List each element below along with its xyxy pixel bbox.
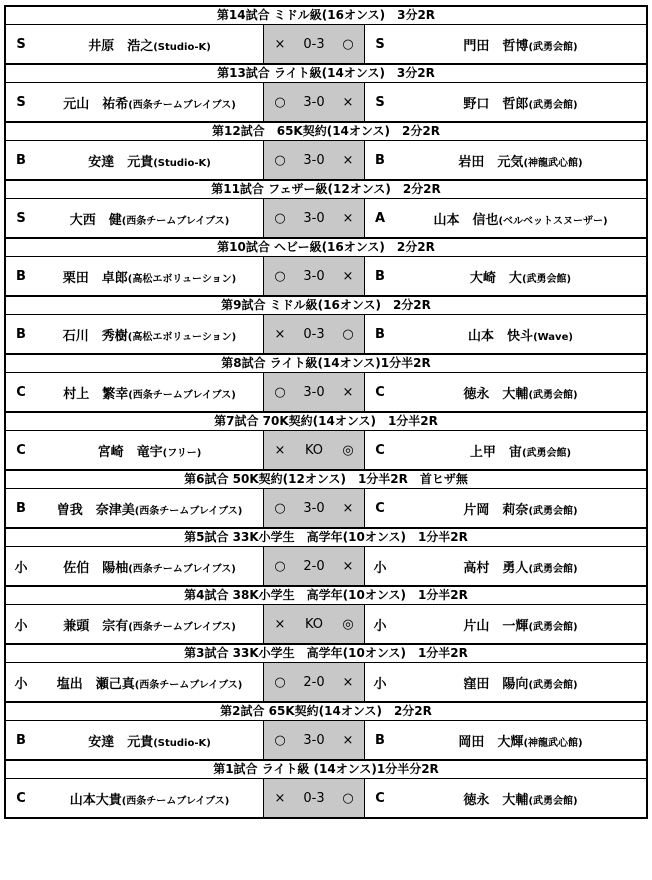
right-class: B xyxy=(375,326,385,342)
bout xyxy=(4,585,648,643)
result-cell xyxy=(263,373,365,411)
bout xyxy=(4,353,648,411)
right-name: 門田 哲博 xyxy=(463,38,529,54)
right-name-block xyxy=(395,267,646,286)
result-cell xyxy=(263,663,365,701)
right-gym: (神龍武心館) xyxy=(523,157,583,169)
left-gym: (西条チームブレイブス) xyxy=(128,563,236,575)
bout xyxy=(4,63,648,121)
left-class: B xyxy=(16,326,26,342)
left-gym: (高松エボリューション) xyxy=(127,273,237,285)
left-class: B xyxy=(16,500,26,516)
left-fighter xyxy=(6,373,263,411)
bout-row xyxy=(6,489,646,527)
right-fighter xyxy=(365,431,646,469)
left-class: C xyxy=(16,442,26,458)
right-fighter xyxy=(365,373,646,411)
right-mark: ○ xyxy=(342,790,354,806)
right-fighter xyxy=(365,83,646,121)
right-gym: (神龍武心館) xyxy=(523,737,583,749)
bout xyxy=(4,295,648,353)
left-name: 山本大貴 xyxy=(69,792,122,808)
bout-row xyxy=(6,547,646,585)
right-class: A xyxy=(374,210,386,226)
left-class: 小 xyxy=(14,560,28,576)
left-class: C xyxy=(16,790,26,806)
bout-row xyxy=(6,257,646,295)
left-class: B xyxy=(16,152,26,168)
left-mark: × xyxy=(274,326,286,342)
right-gym: (ベルベットスヌーザー) xyxy=(498,215,608,227)
left-name-block xyxy=(36,731,263,750)
bout-title: 第14試合 ミドル級(16オンス) 3分2R xyxy=(6,5,646,25)
score: 3-0 xyxy=(303,152,325,168)
score: KO xyxy=(304,616,324,632)
left-name-block xyxy=(36,267,263,286)
left-mark: ○ xyxy=(274,558,286,574)
right-fighter xyxy=(365,547,646,585)
right-fighter xyxy=(365,721,646,759)
score: 3-0 xyxy=(303,94,325,110)
right-class: C xyxy=(375,442,385,458)
right-gym: (Wave) xyxy=(533,331,573,343)
left-fighter xyxy=(6,489,263,527)
bout xyxy=(4,701,648,759)
bout xyxy=(4,121,648,179)
score: 3-0 xyxy=(303,384,325,400)
bout-title: 第12試合 65K契約(14オンス) 2分2R xyxy=(6,121,646,141)
left-name: 安達 元貴 xyxy=(88,734,154,750)
right-fighter xyxy=(365,25,646,63)
left-name: 塩出 瀬己真 xyxy=(56,676,135,692)
result-cell xyxy=(263,315,365,353)
left-name-block xyxy=(36,151,263,170)
right-name: 徳永 大輔 xyxy=(463,792,529,808)
bout-title: 第3試合 33K小学生 高学年(10オンス) 1分半2R xyxy=(6,643,646,663)
bout xyxy=(4,411,648,469)
left-name: 佐伯 陽柚 xyxy=(63,560,129,576)
left-fighter xyxy=(6,199,263,237)
right-name: 岡田 大輝 xyxy=(458,734,524,750)
left-class: B xyxy=(16,268,26,284)
right-class: S xyxy=(375,36,385,52)
right-name: 片山 一輝 xyxy=(463,618,529,634)
right-mark: ◎ xyxy=(342,442,354,458)
score: 0-3 xyxy=(303,326,325,342)
left-name-block xyxy=(36,35,263,54)
result-cell xyxy=(263,83,365,121)
result-cell xyxy=(263,605,365,643)
left-gym: (Studio-K) xyxy=(153,41,211,53)
right-name: 徳永 大輔 xyxy=(463,386,529,402)
right-class: B xyxy=(375,152,385,168)
left-name: 宮崎 竜宇 xyxy=(97,444,163,460)
left-name: 井原 浩之 xyxy=(88,38,154,54)
right-name-block xyxy=(395,789,646,808)
right-fighter xyxy=(365,199,646,237)
bout-row xyxy=(6,315,646,353)
right-fighter xyxy=(365,315,646,353)
left-name-block xyxy=(36,499,263,518)
left-class: 小 xyxy=(14,618,28,634)
right-fighter xyxy=(365,141,646,179)
left-fighter xyxy=(6,25,263,63)
left-gym: (西条チームブレイブス) xyxy=(134,505,243,517)
right-name-block xyxy=(395,35,646,54)
right-name: 山本 快斗 xyxy=(468,328,534,344)
left-name-block xyxy=(36,673,263,692)
right-gym: (武勇会館) xyxy=(521,273,572,285)
right-name: 大崎 大 xyxy=(469,270,522,286)
left-gym: (フリー) xyxy=(162,447,202,459)
bout-title: 第7試合 70K契約(14オンス) 1分半2R xyxy=(6,411,646,431)
right-class: B xyxy=(375,268,385,284)
bout-title: 第10試合 ヘビー級(16オンス) 2分2R xyxy=(6,237,646,257)
right-class: C xyxy=(375,790,385,806)
left-name: 曽我 奈津美 xyxy=(56,502,135,518)
left-mark: ○ xyxy=(274,94,286,110)
bout-row xyxy=(6,25,646,63)
bout-row xyxy=(6,141,646,179)
result-cell xyxy=(263,431,365,469)
right-name: 野口 哲郎 xyxy=(463,96,529,112)
right-class: B xyxy=(375,732,385,748)
left-class: C xyxy=(16,384,26,400)
right-gym: (武勇会館) xyxy=(528,389,578,401)
left-fighter xyxy=(6,257,263,295)
right-mark: × xyxy=(342,384,354,400)
score: 3-0 xyxy=(303,732,325,748)
left-fighter xyxy=(6,83,263,121)
right-mark: × xyxy=(342,210,354,226)
left-mark: ○ xyxy=(274,268,286,284)
left-mark: ○ xyxy=(274,674,286,690)
left-class: 小 xyxy=(14,676,28,692)
left-class: S xyxy=(16,36,26,52)
bout-row xyxy=(6,373,646,411)
left-gym: (西条チームブレイブス) xyxy=(128,99,236,111)
bout-title: 第2試合 65K契約(14オンス) 2分2R xyxy=(6,701,646,721)
right-gym: (武勇会館) xyxy=(528,563,578,575)
result-cell xyxy=(263,489,365,527)
score: 3-0 xyxy=(303,268,325,284)
bout xyxy=(4,643,648,701)
right-gym: (武勇会館) xyxy=(528,41,578,53)
right-name-block xyxy=(395,441,646,460)
result-cell xyxy=(263,721,365,759)
right-gym: (武勇会館) xyxy=(521,447,572,459)
right-name: 岩田 元気 xyxy=(458,154,524,170)
left-class: B xyxy=(16,732,26,748)
right-mark: × xyxy=(342,268,354,284)
right-mark: ◎ xyxy=(342,616,354,632)
right-name-block xyxy=(395,209,646,228)
result-cell xyxy=(263,547,365,585)
left-mark: ○ xyxy=(274,152,286,168)
right-name: 上甲 宙 xyxy=(469,444,522,460)
right-gym: (武勇会館) xyxy=(528,795,578,807)
left-mark: ○ xyxy=(274,732,286,748)
score: 2-0 xyxy=(303,674,325,690)
right-mark: × xyxy=(342,500,354,516)
left-name-block xyxy=(36,93,263,112)
right-class: 小 xyxy=(373,560,387,576)
bout-title: 第5試合 33K小学生 高学年(10オンス) 1分半2R xyxy=(6,527,646,547)
bout-title: 第4試合 38K小学生 高学年(10オンス) 1分半2R xyxy=(6,585,646,605)
score: 3-0 xyxy=(303,500,325,516)
right-name-block xyxy=(395,151,646,170)
bout xyxy=(4,237,648,295)
left-mark: × xyxy=(274,36,286,52)
left-gym: (Studio-K) xyxy=(153,737,211,749)
bout-title: 第11試合 フェザー級(12オンス) 2分2R xyxy=(6,179,646,199)
right-class: C xyxy=(375,384,385,400)
left-gym: (西条チームブレイブス) xyxy=(134,679,243,691)
right-name: 片岡 莉奈 xyxy=(463,502,529,518)
left-mark: ○ xyxy=(274,384,286,400)
bout-title: 第6試合 50K契約(12オンス) 1分半2R 首ヒザ無 xyxy=(6,469,646,489)
left-name: 安達 元貴 xyxy=(88,154,154,170)
right-name-block xyxy=(395,499,646,518)
right-fighter xyxy=(365,489,646,527)
result-cell xyxy=(263,25,365,63)
left-fighter xyxy=(6,663,263,701)
result-cell xyxy=(263,779,365,817)
left-name: 村上 繁幸 xyxy=(63,386,129,402)
score: 0-3 xyxy=(303,36,325,52)
left-fighter xyxy=(6,779,263,817)
right-gym: (武勇会館) xyxy=(528,99,578,111)
left-name-block xyxy=(36,441,263,460)
left-fighter xyxy=(6,721,263,759)
left-name: 石川 秀樹 xyxy=(62,328,128,344)
bout-row xyxy=(6,83,646,121)
right-name: 山本 信也 xyxy=(433,212,499,228)
right-mark: ○ xyxy=(342,36,354,52)
left-mark: × xyxy=(274,790,286,806)
left-gym: (西条チームブレイブス) xyxy=(121,215,230,227)
right-class: S xyxy=(375,94,385,110)
right-name-block xyxy=(395,731,646,750)
result-cell xyxy=(263,257,365,295)
right-class: 小 xyxy=(373,618,387,634)
bout-row xyxy=(6,779,646,817)
bout-row xyxy=(6,199,646,237)
left-fighter xyxy=(6,605,263,643)
score: 2-0 xyxy=(303,558,325,574)
right-fighter xyxy=(365,257,646,295)
right-name: 高村 勇人 xyxy=(463,560,529,576)
right-class: 小 xyxy=(373,676,387,692)
right-name: 窪田 陽向 xyxy=(463,676,529,692)
result-cell xyxy=(263,199,365,237)
left-mark: × xyxy=(274,442,286,458)
bout-title: 第1試合 ライト級 (14オンス)1分半分2R xyxy=(6,759,646,779)
bout-row xyxy=(6,431,646,469)
right-mark: × xyxy=(342,94,354,110)
left-name-block xyxy=(36,789,263,808)
score: 3-0 xyxy=(303,210,325,226)
right-class: C xyxy=(375,500,385,516)
bout xyxy=(4,527,648,585)
left-gym: (西条チームブレイブス) xyxy=(128,621,236,633)
right-name-block xyxy=(395,557,646,576)
right-fighter xyxy=(365,779,646,817)
left-mark: ○ xyxy=(274,210,286,226)
right-mark: × xyxy=(342,152,354,168)
result-cell xyxy=(263,141,365,179)
right-fighter xyxy=(365,663,646,701)
bout-title: 第9試合 ミドル級(16オンス) 2分2R xyxy=(6,295,646,315)
right-name-block xyxy=(395,325,646,344)
right-name-block xyxy=(395,673,646,692)
right-gym: (武勇会館) xyxy=(528,505,578,517)
bout-row xyxy=(6,721,646,759)
left-fighter xyxy=(6,547,263,585)
right-mark: × xyxy=(342,674,354,690)
left-fighter xyxy=(6,431,263,469)
bout xyxy=(4,179,648,237)
left-gym: (高松エボリューション) xyxy=(127,331,237,343)
right-mark: × xyxy=(342,732,354,748)
left-name-block xyxy=(36,325,263,344)
right-gym: (武勇会館) xyxy=(528,621,578,633)
right-name-block xyxy=(395,93,646,112)
left-name: 兼頭 宗有 xyxy=(63,618,129,634)
bout xyxy=(4,759,648,819)
left-name-block xyxy=(36,557,263,576)
left-gym: (Studio-K) xyxy=(153,157,211,169)
left-class: S xyxy=(16,94,26,110)
right-fighter xyxy=(365,605,646,643)
results-sheet xyxy=(4,5,648,819)
left-mark: × xyxy=(274,616,286,632)
left-class: S xyxy=(16,210,26,226)
bout-title: 第8試合 ライト級(14オンス)1分半2R xyxy=(6,353,646,373)
left-name: 大西 健 xyxy=(69,212,122,228)
bout xyxy=(4,5,648,63)
left-name-block xyxy=(36,209,263,228)
left-mark: ○ xyxy=(274,500,286,516)
left-gym: (西条チームブレイブス) xyxy=(121,795,230,807)
right-name-block xyxy=(395,383,646,402)
left-gym: (西条チームブレイブス) xyxy=(128,389,236,401)
left-name: 栗田 卓郎 xyxy=(62,270,128,286)
bout xyxy=(4,469,648,527)
score: 0-3 xyxy=(303,790,325,806)
bout-row xyxy=(6,663,646,701)
bout-title: 第13試合 ライト級(14オンス) 3分2R xyxy=(6,63,646,83)
score: KO xyxy=(304,442,324,458)
left-fighter xyxy=(6,141,263,179)
right-mark: × xyxy=(342,558,354,574)
left-name-block xyxy=(36,383,263,402)
left-fighter xyxy=(6,315,263,353)
left-name: 元山 祐希 xyxy=(63,96,129,112)
right-gym: (武勇会館) xyxy=(528,679,578,691)
right-name-block xyxy=(395,615,646,634)
right-mark: ○ xyxy=(342,326,354,342)
left-name-block xyxy=(36,615,263,634)
bout-row xyxy=(6,605,646,643)
